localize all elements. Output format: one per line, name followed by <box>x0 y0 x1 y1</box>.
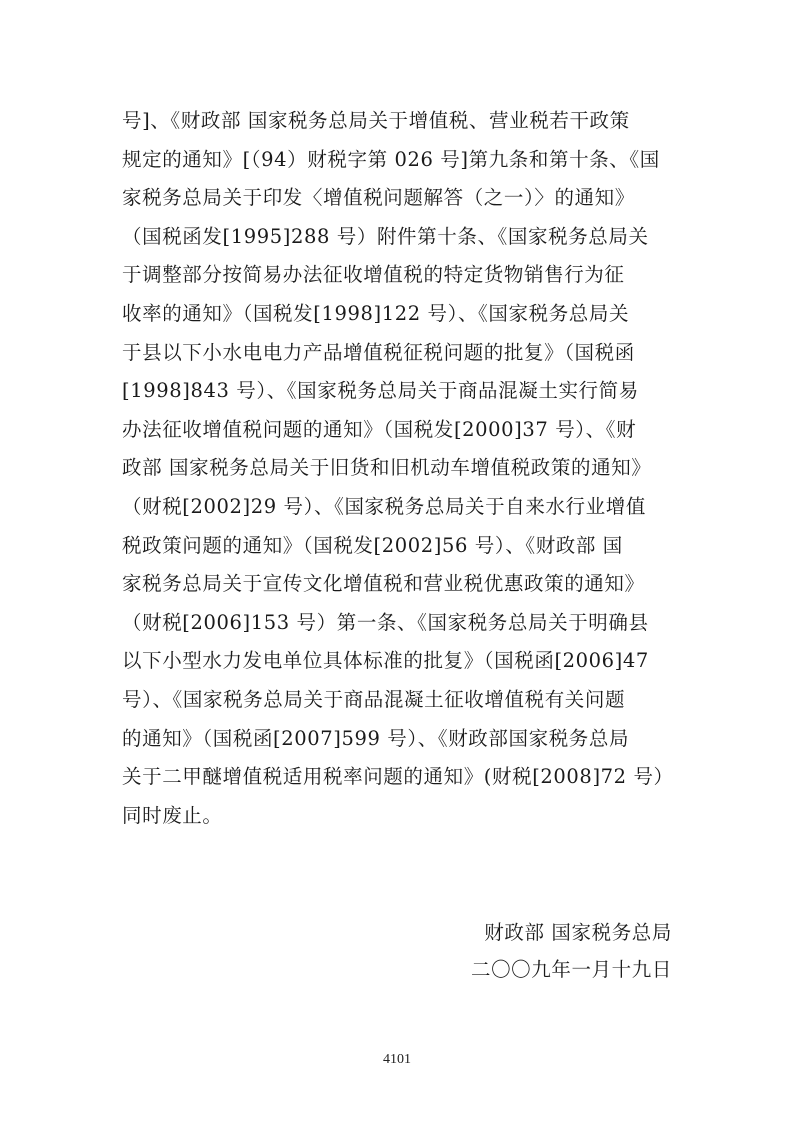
text-line: 的通知》（国税函[2007]599 号）、《财政部国家税务总局 <box>122 726 630 750</box>
text-line: （财税[2006]153 号）第一条、《国家税务总局关于明确县 <box>122 610 649 634</box>
page-number: 4101 <box>383 1052 411 1067</box>
text-line: 税政策问题的通知》（国税发[2002]56 号）、《财政部 国 <box>122 533 623 557</box>
text-line: 号）、《国家税务总局关于商品混凝土征收增值税有关问题 <box>122 687 626 711</box>
text-line: 关于二甲醚增值税适用税率问题的通知》(财税[2008]72 号） <box>122 765 674 789</box>
text-line: 规定的通知》[（94）财税字第 026 号]第九条和第十条、《国 <box>122 147 660 171</box>
signature-block <box>471 914 672 988</box>
text-line: （国税函发[1995]288 号）附件第十条、《国家税务总局关 <box>122 224 649 248</box>
issuer-name: 财政部 国家税务总局 <box>484 921 672 944</box>
text-line: 家税务总局关于宣传文化增值税和营业税优惠政策的通知》 <box>122 572 645 596</box>
text-line: 同时废止。 <box>122 803 223 827</box>
text-line: 收率的通知》（国税发[1998]122 号）、《国家税务总局关 <box>122 301 630 325</box>
body-text <box>122 102 682 835</box>
text-line: 于县以下小水电电力产品增值税征税问题的批复》（国税函 <box>122 340 635 364</box>
text-line: （财税[2002]29 号）、《国家税务总局关于自来水行业增值 <box>122 494 646 518</box>
text-line: 办法征收增值税问题的通知》（国税发[2000]37 号）、《财 <box>122 417 637 441</box>
text-line: 于调整部分按简易办法征收增值税的特定货物销售行为征 <box>122 263 625 287</box>
text-line: [1998]843 号）、《国家税务总局关于商品混凝土实行简易 <box>122 379 639 403</box>
text-line: 号]、《财政部 国家税务总局关于增值税、营业税若干政策 <box>122 109 630 132</box>
text-line: 以下小型水力发电单位具体标准的批复》（国税函[2006]47 <box>122 649 649 673</box>
text-line: 家税务总局关于印发〈增值税问题解答（之一）〉的通知》 <box>122 186 635 210</box>
text-line: 政部 国家税务总局关于旧货和旧机动车增值税政策的通知》 <box>122 456 652 480</box>
issue-date: 二〇〇九年一月十九日 <box>470 958 672 981</box>
